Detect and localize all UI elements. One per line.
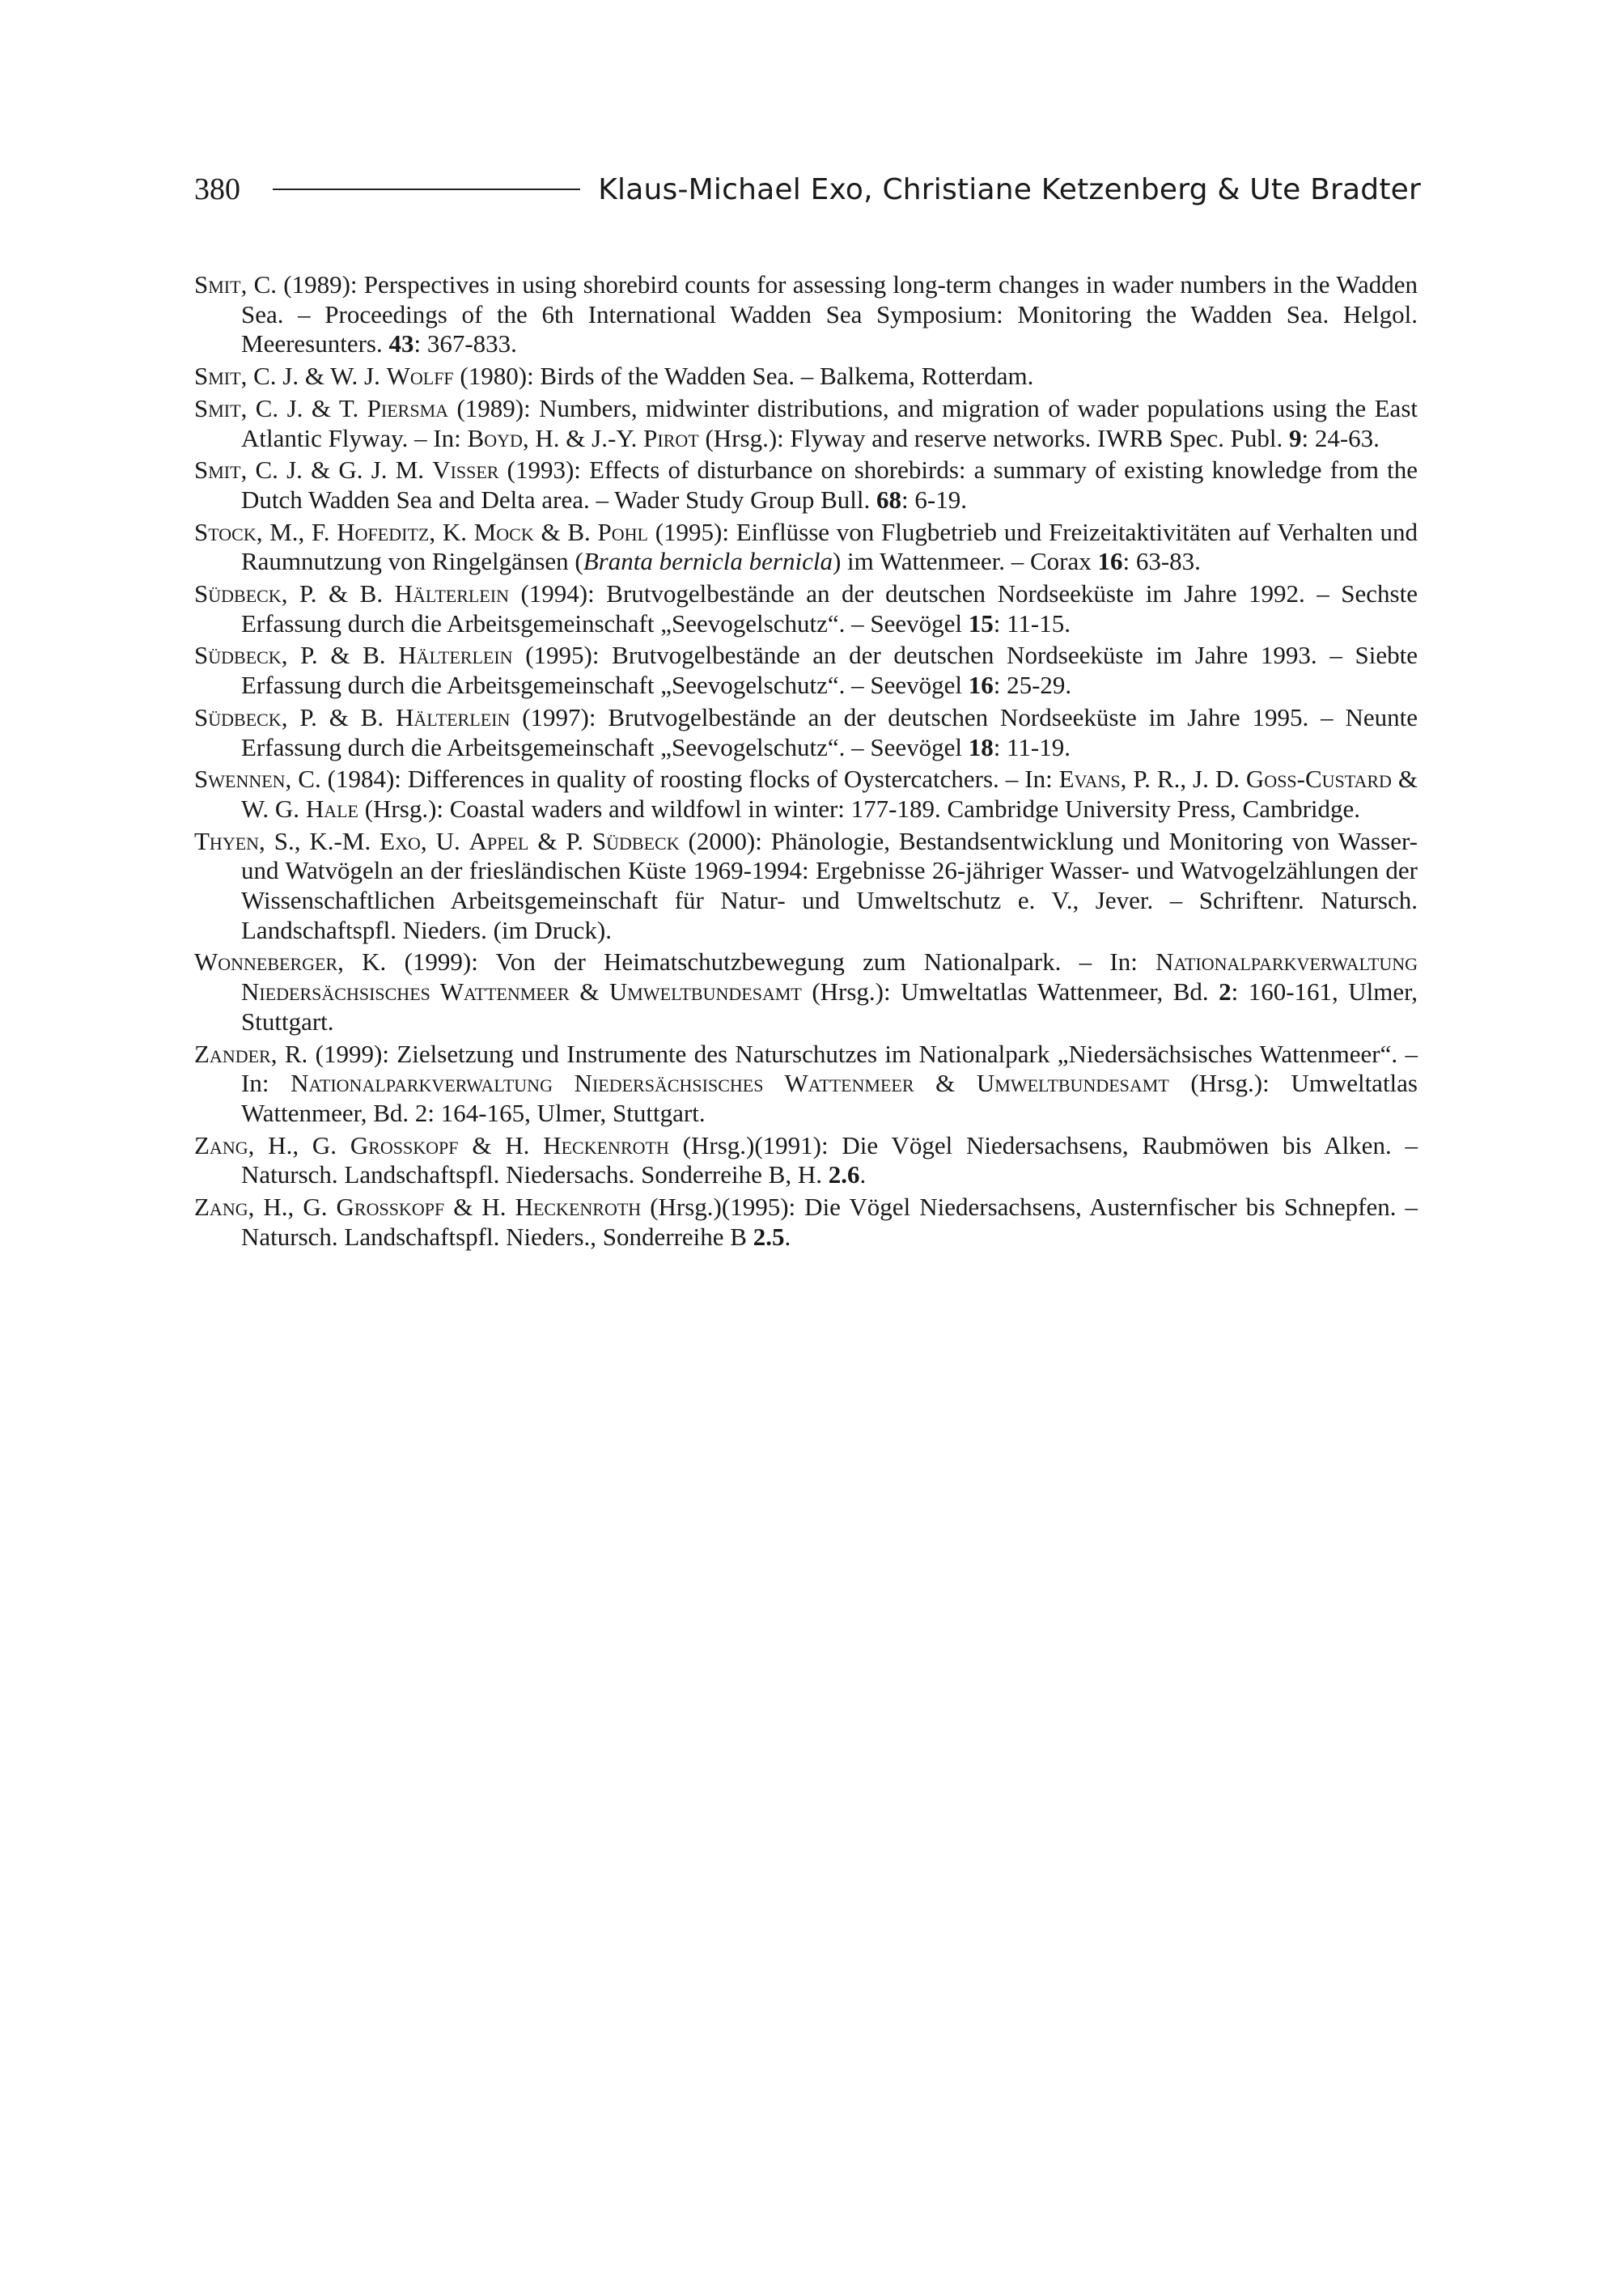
author-name: Thyen: [194, 826, 260, 855]
author-name: Smit: [194, 362, 241, 391]
species-name: Branta bernicla bernicla: [583, 547, 833, 576]
ref-text: (1989): Numbers, midwinter distributions, and migration of wader populations using the East Atlantic Flyway. – In:: [241, 393, 1418, 452]
author-name: Südbeck: [194, 702, 282, 731]
coauthor-name: Hälterlein: [396, 702, 511, 731]
coauthor-name: Appel: [469, 826, 529, 855]
reference-entry: [194, 765, 1418, 824]
reference-entry: [194, 703, 1418, 762]
author-name: Zang: [194, 1193, 248, 1222]
volume-number: 2.5: [753, 1222, 785, 1251]
volume-number: 16: [1097, 547, 1123, 576]
ref-text: , C. J. & G. J. M.: [240, 456, 433, 485]
ref-text: (Hrsg.)(1995): Die Vögel Niedersachsens, Austernfischer bis Schnepfen. – Natursch. Landschaftspfl. Nieders., Sonderreihe B: [241, 1193, 1418, 1251]
header-rule: [273, 189, 580, 190]
volume-number: 15: [968, 608, 994, 638]
author-name: Südbeck: [194, 641, 282, 670]
coauthor-name: Heckenroth: [543, 1130, 669, 1159]
author-name: Zander: [194, 1039, 271, 1068]
ref-text: , K.: [429, 517, 474, 546]
editor-name: Boyd: [467, 423, 523, 452]
ref-text: , S., K.-M.: [259, 826, 380, 855]
ref-pages: .: [859, 1160, 867, 1189]
coauthor-name: Mock: [473, 517, 534, 546]
ref-pages: : 6-19.: [901, 485, 967, 514]
ref-text: & B.: [533, 517, 598, 546]
editor-name: Pirot: [643, 423, 699, 452]
ref-text: & H.: [458, 1130, 544, 1159]
ref-text: , U.: [420, 826, 469, 855]
running-head: Klaus-Michael Exo, Christiane Ketzenberg & Ute Bradter: [598, 172, 1421, 206]
ref-text: (1993): Effects of disturbance on shorebirds: a summary of existing knowledge from the Dutch Wadden Sea and Delta area. – Wader Study Group Bull.: [241, 456, 1418, 514]
coauthor-name: Heckenroth: [515, 1193, 642, 1222]
ref-text: , P. & B.: [281, 641, 399, 670]
ref-text: (Hrsg.)(1991): Die Vögel Niedersachsens, Raubmöwen bis Alken. – Natursch. Landschaftspfl. Niedersachs. Sonderreihe B, H.: [241, 1130, 1418, 1189]
coauthor-name: Südbeck: [592, 826, 680, 855]
reference-entry: [194, 827, 1418, 946]
ref-text: (Hrsg.): Flyway and reserve networks. IWRB Spec. Publ.: [698, 423, 1289, 452]
ref-text: &: [914, 1069, 977, 1098]
reference-entry: [194, 1131, 1418, 1190]
ref-text: , M., F.: [256, 517, 337, 546]
ref-pages: : 25-29.: [993, 671, 1072, 700]
coauthor-name: Hofeditz: [337, 517, 430, 546]
ref-text: (1995): Brutvogelbestände an der deutschen Nordseeküste im Jahre 1993. – Siebte Erfassung durch die Arbeitsgemeinschaft „Seevogelschutz“. – Seevögel: [241, 641, 1418, 700]
author-name: Swennen: [194, 765, 286, 794]
ref-pages: : 160-161, Ulmer, Stuttgart.: [241, 977, 1418, 1036]
coauthor-name: Pohl: [597, 517, 648, 546]
ref-text: ) im Wattenmeer. – Corax: [832, 547, 1098, 576]
coauthor-name: Großkopf: [336, 1193, 445, 1222]
ref-text: , R. (1999): Zielsetzung und Instrumente des Naturschutzes im Nationalpark „Niedersächsisches Wattenmeer“. – In:: [241, 1039, 1418, 1098]
reference-entry: [194, 1193, 1418, 1252]
ref-text: (2000): Phänologie, Bestandsentwicklung und Monitoring von Wasser- und Watvögeln an der friesländischen Küste 1969-1994: Ergebnisse 26-jähriger Wasser- und Watvogelzählungen der Wissenschaftlichen Arbeitsgemeinschaft für Natur- und Umweltschutz e. V., Jever. – Schriftenr. Natursch. Landschaftspfl. Nieders. (im Druck).: [241, 826, 1418, 944]
ref-text: (1994): Brutvogelbestände an der deutschen Nordseeküste im Jahre 1992. – Sechste Erfassung durch die Arbeitsgemeinschaft „Seevogelschutz“. – Seevögel: [241, 579, 1418, 638]
editor-name: Nationalparkverwaltung Niedersächsisches Wattenmeer: [290, 1069, 914, 1098]
reference-entry: [194, 394, 1418, 453]
page-number: 380: [194, 172, 240, 206]
coauthor-name: Wolff: [386, 362, 454, 391]
reference-entry: [194, 641, 1418, 700]
volume-number: 68: [876, 485, 902, 514]
author-name: Südbeck: [194, 579, 282, 608]
ref-text: (Hrsg.): Umweltatlas Wattenmeer, Bd.: [801, 977, 1219, 1007]
ref-pages: : 63-83.: [1122, 547, 1201, 576]
ref-text: & P.: [528, 826, 592, 855]
volume-number: 16: [968, 671, 994, 700]
editor-name: Nationalparkverwaltung Niedersächsisches Wattenmeer: [241, 947, 1418, 1007]
reference-entry: [194, 362, 1418, 392]
reference-entry: [194, 518, 1418, 577]
ref-text: & H.: [444, 1193, 515, 1222]
ref-pages: .: [784, 1222, 791, 1251]
author-name: Zang: [194, 1130, 248, 1159]
reference-entry: [194, 1040, 1418, 1129]
ref-text: , C. J. & T.: [240, 393, 367, 422]
ref-pages: : 24-63.: [1301, 423, 1380, 452]
editor-name: Evans: [1058, 765, 1121, 794]
coauthor-name: Piersma: [367, 393, 449, 422]
author-name: Smit: [194, 270, 241, 299]
ref-pages: : 11-15.: [993, 608, 1071, 638]
ref-text: , C. J. & W. J.: [240, 362, 387, 391]
reference-entry: [194, 947, 1418, 1036]
ref-text: (Hrsg.): Coastal waders and wildfowl in winter: 177-189. Cambridge University Press, Cambridge.: [358, 794, 1361, 823]
editor-name: Hale: [305, 794, 358, 823]
reference-entry: [194, 270, 1418, 359]
ref-text: & W. G.: [241, 765, 1418, 823]
ref-text: (Hrsg.): Umweltatlas Wattenmeer, Bd. 2: 164-165, Ulmer, Stuttgart.: [241, 1069, 1418, 1127]
reference-list: [194, 270, 1418, 1255]
ref-text: , H. & J.-Y.: [522, 423, 644, 452]
reference-entry: [194, 456, 1418, 515]
editor-name: Goss-Custard: [1245, 765, 1392, 794]
coauthor-name: Hälterlein: [398, 641, 513, 670]
volume-number: 2: [1219, 977, 1232, 1007]
author-name: Smit: [194, 456, 241, 485]
author-name: Wonneberger: [194, 947, 338, 977]
volume-number: 18: [968, 732, 994, 761]
ref-text: (1995): Einflüsse von Flugbetrieb und Freizeitaktivitäten auf Verhalten und Raumnutzung von Ringelgänsen (: [241, 517, 1418, 576]
editor-name: Umweltbundesamt: [976, 1069, 1169, 1098]
ref-text: , P. & B.: [281, 579, 395, 608]
ref-text: , P. & B.: [281, 702, 396, 731]
ref-text: , C. (1989): Perspectives in using shorebird counts for assessing long-term changes in wader numbers in the Wadden Sea. – Proceedings of the 6th International Wadden Sea Symposium: Monitoring the Wadden Sea. Helgol. Meeresunters.: [240, 270, 1418, 358]
ref-text: , K. (1999): Von der Heimatschutzbewegung zum Nationalpark. – In:: [337, 947, 1156, 977]
coauthor-name: Großkopf: [350, 1130, 459, 1159]
reference-entry: [194, 579, 1418, 638]
volume-number: 2.6: [828, 1160, 860, 1189]
editor-name: Umweltbundesamt: [608, 977, 802, 1007]
ref-pages: : 11-19.: [993, 732, 1071, 761]
page-header: [194, 172, 1421, 207]
author-name: Stock: [194, 517, 257, 546]
coauthor-name: Visser: [432, 456, 499, 485]
ref-text: &: [569, 977, 609, 1007]
volume-number: 9: [1288, 423, 1302, 452]
ref-pages: : 367-833.: [413, 329, 517, 358]
coauthor-name: Hälterlein: [394, 579, 509, 608]
coauthor-name: Exo: [379, 826, 421, 855]
ref-text: , H., G.: [248, 1130, 350, 1159]
ref-text: , P. R., J. D.: [1120, 765, 1246, 794]
author-name: Smit: [194, 393, 241, 422]
ref-text: (1980): Birds of the Wadden Sea. – Balkema, Rotterdam.: [453, 362, 1034, 391]
ref-text: , C. (1984): Differences in quality of roosting flocks of Oystercatchers. – In:: [285, 765, 1059, 794]
ref-text: , H., G.: [248, 1193, 337, 1222]
ref-text: (1997): Brutvogelbestände an der deutschen Nordseeküste im Jahre 1995. – Neunte Erfassung durch die Arbeitsgemeinschaft „Seevogelschutz“. – Seevögel: [241, 702, 1418, 761]
volume-number: 43: [388, 329, 414, 358]
